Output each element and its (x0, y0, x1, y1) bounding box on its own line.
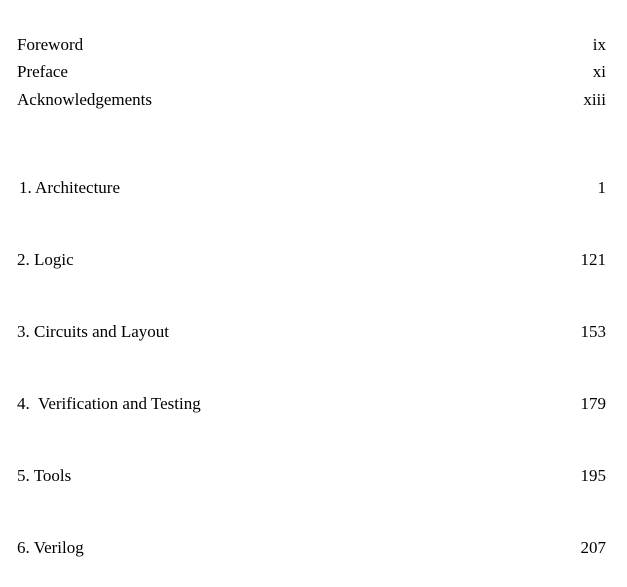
toc-entry-page: 179 (580, 394, 606, 413)
toc-entry-title: 6. Verilog (17, 538, 84, 557)
toc-entry-title: 4. Verification and Testing (17, 394, 201, 413)
toc-entry-chapter-6 (17, 537, 606, 559)
toc-entry-chapter-4 (17, 393, 606, 415)
toc-entry-title: 2. Logic (17, 250, 74, 269)
toc-entry-title: Foreword (17, 35, 84, 54)
toc-entry-chapter-2 (17, 249, 606, 271)
toc-entry-title: 5. Tools (17, 466, 72, 485)
toc-entry-acknowledgements (17, 89, 606, 111)
toc-entry-page: 153 (580, 322, 606, 341)
toc-entry-title: Preface (17, 62, 68, 81)
toc-entry-page: ix (592, 35, 606, 54)
toc-entry-page: xiii (583, 90, 606, 109)
toc-entry-preface (17, 61, 606, 83)
toc-entry-title: 3. Circuits and Layout (17, 322, 170, 341)
toc-entry-foreword (17, 34, 606, 56)
toc-entry-chapter-5 (17, 465, 606, 487)
toc-entry-page: 121 (580, 250, 606, 269)
toc-entry-chapter-3 (17, 321, 606, 343)
toc-entry-page: xi (592, 62, 606, 81)
toc-entry-page: 1 (597, 178, 606, 197)
toc-entry-page: 207 (580, 538, 606, 557)
toc-entry-title: 1. Architecture (19, 178, 121, 197)
toc-entry-page: 195 (580, 466, 606, 485)
toc-entry-chapter-1 (17, 177, 606, 199)
toc-entry-title: Acknowledgements (17, 90, 153, 109)
